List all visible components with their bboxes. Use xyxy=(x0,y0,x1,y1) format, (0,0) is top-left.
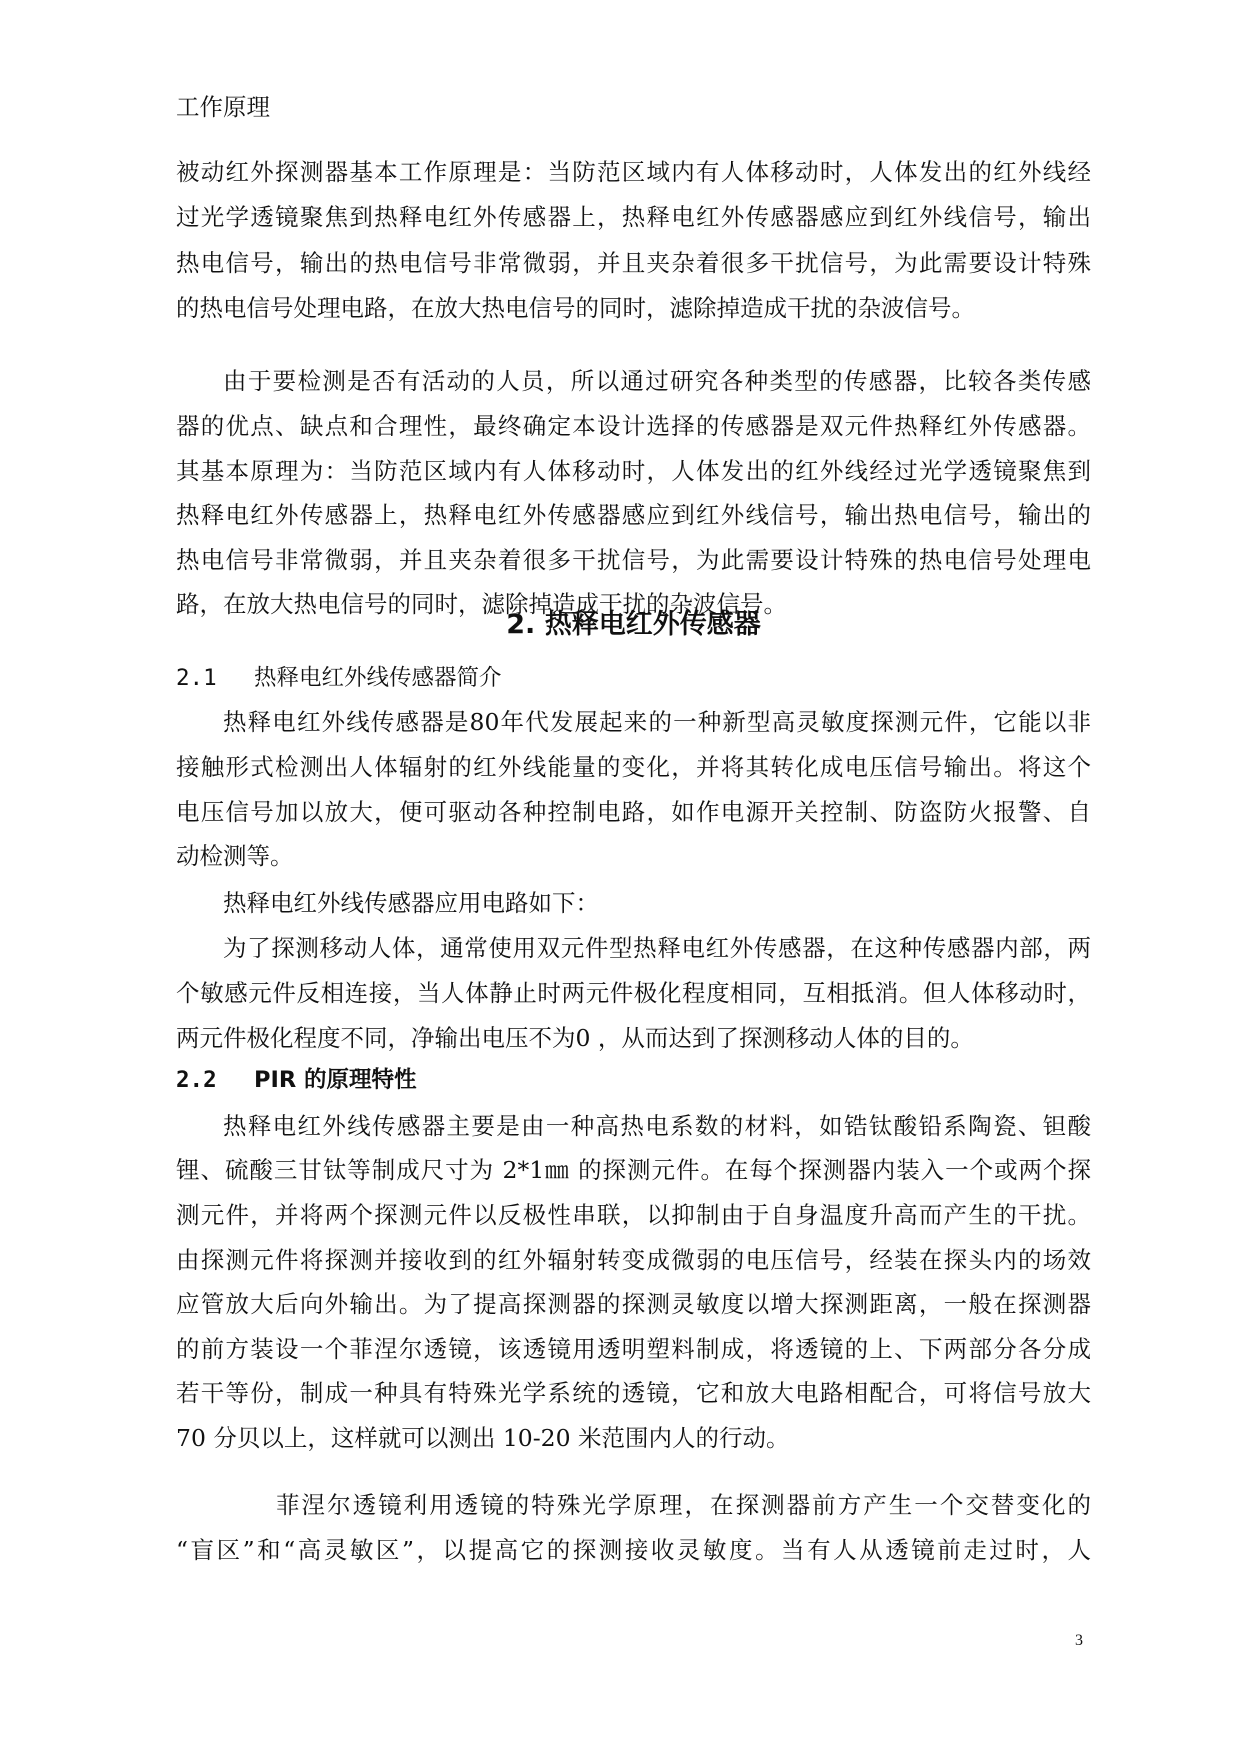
para1-line-1: 被动红外探测器基本工作原理是：当防范区域内有人体移动时，人体发出的红外线经 xyxy=(176,158,1091,186)
para6-line-3: 测元件，并将两个探测元件以反极性串联，以抑制由于自身温度升高而产生的干扰。 xyxy=(176,1201,1091,1229)
para1-line-4: 的热电信号处理电路，在放大热电信号的同时，滤除掉造成干扰的杂波信号。 xyxy=(176,294,975,322)
section-label: 工作原理 xyxy=(176,93,270,121)
para3-line-3: 电压信号加以放大，便可驱动各种控制电路，如作电源开关控制、防盗防火报警、自 xyxy=(176,798,1091,826)
section-number: 2.1 xyxy=(176,665,217,691)
para6-line-2: 锂、硫酸三甘钛等制成尺寸为 2*1㎜ 的探测元件。在每个探测器内装入一个或两个探 xyxy=(176,1156,1091,1184)
para3-line-2: 接触形式检测出人体辐射的红外线能量的变化，并将其转化成电压信号输出。将这个 xyxy=(176,753,1091,781)
para3-line-1: 热释电红外线传感器是80年代发展起来的一种新型高灵敏度探测元件，它能以非 xyxy=(223,708,1091,736)
para6-line-8: 70 分贝以上，这样就可以测出 10-20 米范围内人的行动。 xyxy=(176,1424,790,1452)
para2-line-1: 由于要检测是否有活动的人员，所以通过研究各种类型的传感器，比较各类传感 xyxy=(223,367,1091,395)
section-title: PIR 的原理特性 xyxy=(254,1067,417,1093)
para6-line-5: 应管放大后向外输出。为了提高探测器的探测灵敏度以增大探测距离，一般在探测器 xyxy=(176,1290,1091,1318)
section-title: 热释电红外线传感器简介 xyxy=(254,665,502,691)
para1-line-2: 过光学透镜聚焦到热释电红外传感器上，热释电红外传感器感应到红外线信号，输出 xyxy=(176,203,1091,231)
para2-line-3: 其基本原理为：当防范区域内有人体移动时，人体发出的红外线经过光学透镜聚焦到 xyxy=(176,457,1091,485)
para7-line-1: 菲涅尔透镜利用透镜的特殊光学原理，在探测器前方产生一个交替变化的 xyxy=(276,1491,1091,1519)
para6-line-6: 的前方装设一个菲涅尔透镜，该透镜用透明塑料制成，将透镜的上、下两部分各分成 xyxy=(176,1335,1091,1363)
section-number: 2.2 xyxy=(176,1067,217,1093)
para7-line-2: “盲区”和“高灵敏区”，以提高它的探测接收灵敏度。当有人从透镜前走过时，人 xyxy=(176,1536,1091,1564)
section-2-2-heading xyxy=(176,1062,1091,1098)
para5-line-2: 个敏感元件反相连接，当人体静止时两元件极化程度相同，互相抵消。但人体移动时， xyxy=(176,979,1091,1007)
para6-line-7: 若干等份，制成一种具有特殊光学系统的透镜，它和放大电路相配合，可将信号放大 xyxy=(176,1379,1091,1407)
chapter-title: 2. 热释电红外传感器 xyxy=(506,609,761,640)
para1-line-3: 热电信号，输出的热电信号非常微弱，并且夹杂着很多干扰信号，为此需要设计特殊 xyxy=(176,249,1091,277)
section-2-1-heading xyxy=(176,660,1091,696)
para6-line-1: 热释电红外线传感器主要是由一种高热电系数的材料，如锆钛酸铅系陶瓷、钽酸 xyxy=(223,1112,1091,1140)
para2-line-2: 器的优点、缺点和合理性，最终确定本设计选择的传感器是双元件热释红外传感器。 xyxy=(176,412,1091,440)
para2-line-6: 路，在放大热电信号的同时，滤除掉造成干扰的杂波信号。 xyxy=(176,590,787,618)
para5-line-1: 为了探测移动人体，通常使用双元件型热释电红外传感器，在这种传感器内部，两 xyxy=(223,934,1091,962)
para6-line-4: 由探测元件将探测并接收到的红外辐射转变成微弱的电压信号，经装在探头内的场效 xyxy=(176,1246,1091,1274)
para5-line-3: 两元件极化程度不同，净输出电压不为0 ，从而达到了探测移动人体的目的。 xyxy=(176,1024,974,1052)
page-number: 3 xyxy=(1075,1632,1083,1649)
para4-line-1: 热释电红外线传感器应用电路如下： xyxy=(223,889,599,917)
para3-line-4: 动检测等。 xyxy=(176,842,294,870)
para2-line-4: 热释电红外传感器上，热释电红外传感器感应到红外线信号，输出热电信号，输出的 xyxy=(176,501,1091,529)
para2-line-5: 热电信号非常微弱，并且夹杂着很多干扰信号，为此需要设计特殊的热电信号处理电 xyxy=(176,546,1091,574)
